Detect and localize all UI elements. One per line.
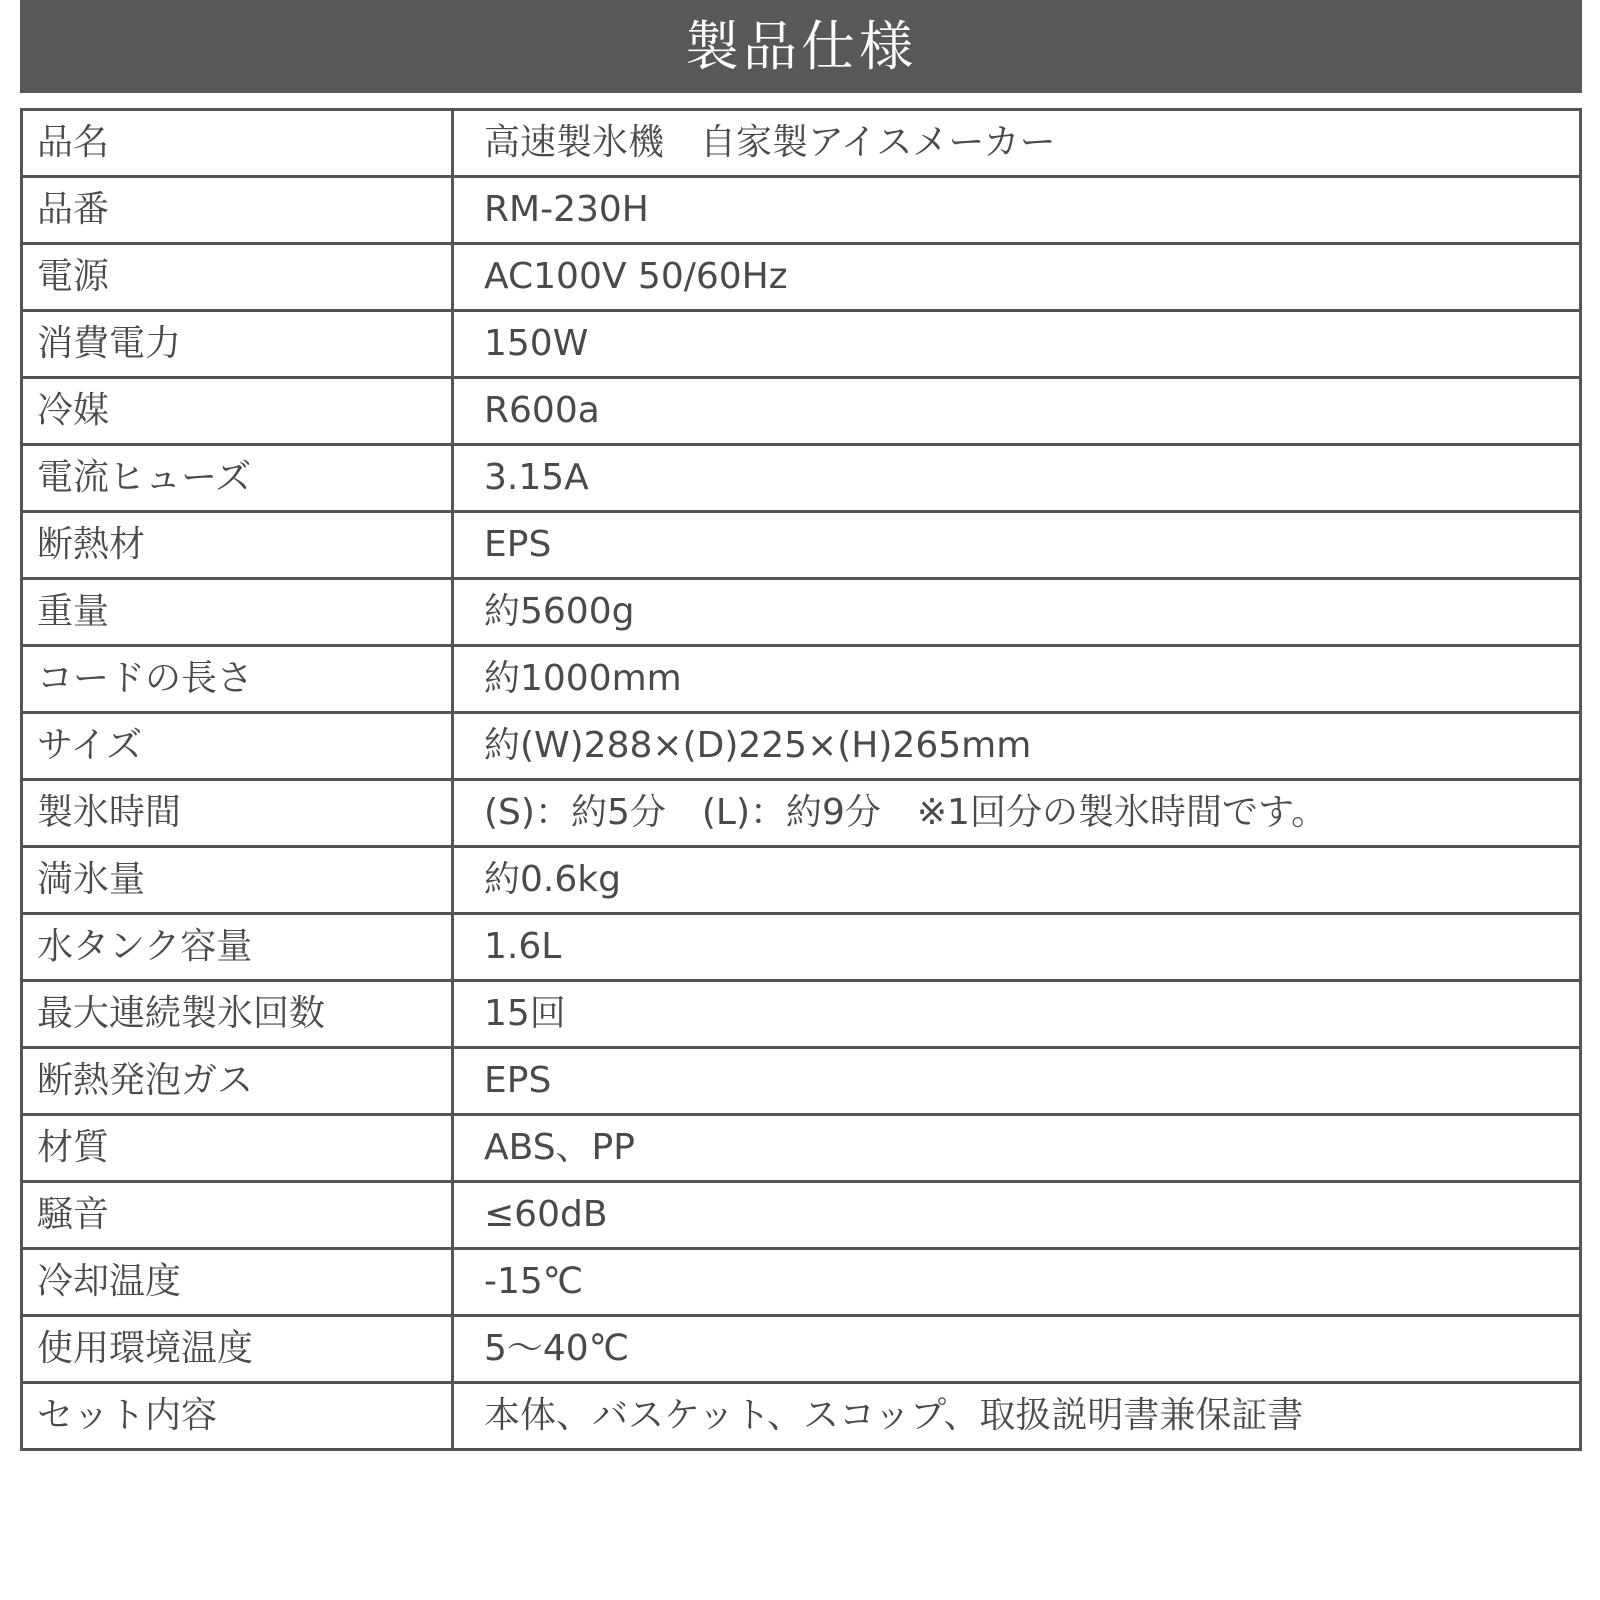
spec-value: ≤60dB: [453, 1182, 1581, 1249]
spec-row: [22, 311, 1581, 378]
spec-label: コードの長さ: [22, 646, 453, 713]
spec-value: 3.15A: [453, 445, 1581, 512]
spec-label: 材質: [22, 1115, 453, 1182]
spec-label: 電流ヒューズ: [22, 445, 453, 512]
spec-row: [22, 244, 1581, 311]
spec-row: [22, 1383, 1581, 1450]
spec-label: 断熱発泡ガス: [22, 1048, 453, 1115]
spec-table: [20, 108, 1582, 1451]
spec-row: [22, 110, 1581, 177]
spec-label: 電源: [22, 244, 453, 311]
spec-value: EPS: [453, 1048, 1581, 1115]
spec-row: [22, 1048, 1581, 1115]
spec-value: 約(W)288×(D)225×(H)265mm: [453, 713, 1581, 780]
spec-label: 品名: [22, 110, 453, 177]
spec-header: [20, 0, 1582, 93]
spec-row: [22, 1249, 1581, 1316]
spec-value: ABS、PP: [453, 1115, 1581, 1182]
spec-label: 満氷量: [22, 847, 453, 914]
spec-row: [22, 847, 1581, 914]
spec-value: (S)：約5分 (L)：約9分 ※1回分の製氷時間です。: [453, 780, 1581, 847]
spec-row: [22, 177, 1581, 244]
spec-label: セット内容: [22, 1383, 453, 1450]
spec-label: 冷却温度: [22, 1249, 453, 1316]
spec-value: -15℃: [453, 1249, 1581, 1316]
spec-table-body: [22, 110, 1581, 1450]
spec-row: [22, 378, 1581, 445]
spec-label: 消費電力: [22, 311, 453, 378]
spec-value: 約1000mm: [453, 646, 1581, 713]
spec-label: 重量: [22, 579, 453, 646]
spec-value: 1.6L: [453, 914, 1581, 981]
spec-value: RM-230H: [453, 177, 1581, 244]
spec-value: EPS: [453, 512, 1581, 579]
spec-row: [22, 1182, 1581, 1249]
spec-value: 5～40℃: [453, 1316, 1581, 1383]
spec-row: [22, 914, 1581, 981]
spec-row: [22, 1316, 1581, 1383]
page-title: 製品仕様: [685, 14, 917, 78]
spec-row: [22, 579, 1581, 646]
spec-label: 冷媒: [22, 378, 453, 445]
spec-value: 150W: [453, 311, 1581, 378]
spec-row: [22, 512, 1581, 579]
spec-label: 騒音: [22, 1182, 453, 1249]
spec-label: 製氷時間: [22, 780, 453, 847]
spec-row: [22, 1115, 1581, 1182]
spec-row: [22, 780, 1581, 847]
spec-label: 断熱材: [22, 512, 453, 579]
spec-label: 最大連続製氷回数: [22, 981, 453, 1048]
spec-row: [22, 713, 1581, 780]
spec-value: 高速製氷機 自家製アイスメーカー: [453, 110, 1581, 177]
spec-row: [22, 445, 1581, 512]
spec-label: 水タンク容量: [22, 914, 453, 981]
spec-row: [22, 646, 1581, 713]
spec-value: AC100V 50/60Hz: [453, 244, 1581, 311]
spec-value: 15回: [453, 981, 1581, 1048]
spec-value: 約5600g: [453, 579, 1581, 646]
spec-label: サイズ: [22, 713, 453, 780]
spec-row: [22, 981, 1581, 1048]
spec-label: 品番: [22, 177, 453, 244]
spec-value: R600a: [453, 378, 1581, 445]
spec-label: 使用環境温度: [22, 1316, 453, 1383]
spec-value: 約0.6kg: [453, 847, 1581, 914]
spec-value: 本体、バスケット、スコップ、取扱説明書兼保証書: [453, 1383, 1581, 1450]
